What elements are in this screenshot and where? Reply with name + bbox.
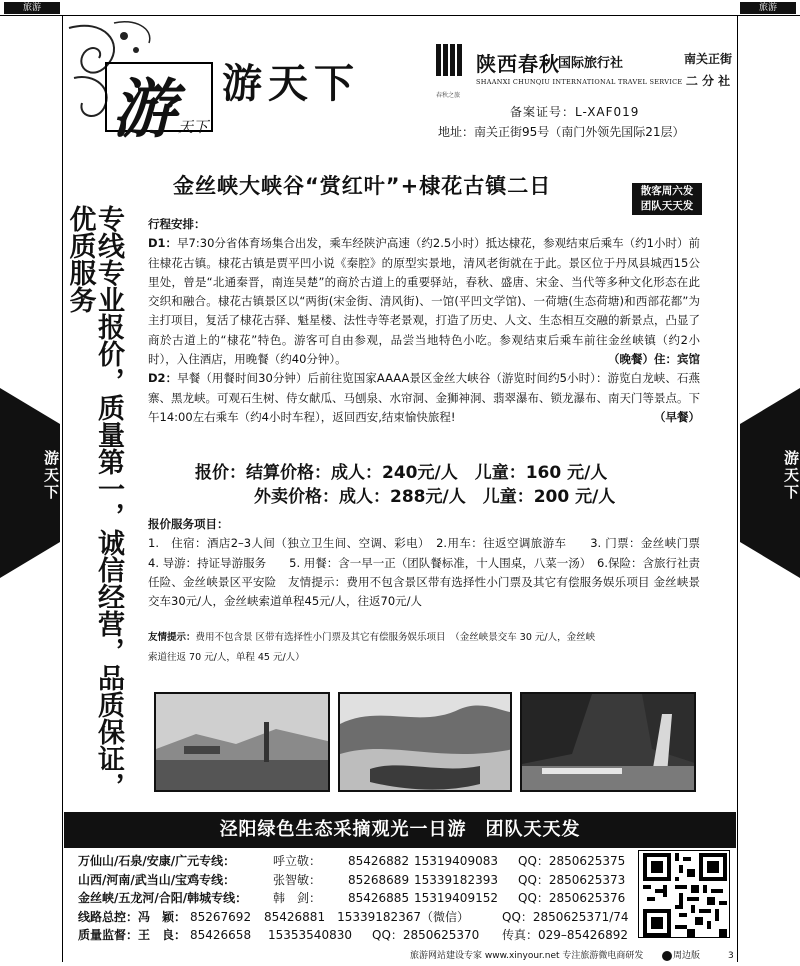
price-block <box>195 461 615 509</box>
photo-strip <box>148 680 700 798</box>
contact-row <box>78 871 638 890</box>
brand-logo-subtext: 天下 <box>178 118 209 136</box>
contact-row <box>78 889 638 908</box>
footer-section: 周边版 <box>673 951 701 961</box>
agency-logo-icon <box>436 44 468 88</box>
side-tab-right-label: 游天下 <box>782 450 800 501</box>
quality-fax: 传真：029–85426892 <box>502 928 628 942</box>
quality-qq: QQ：2850625370 <box>372 928 480 942</box>
scenic-photo-waterfall-boat <box>520 692 696 792</box>
vertical-slogan: 专线专业报价，质量第一，诚信经营，品质保证，优质服务 <box>64 205 124 799</box>
itinerary-day2-text: 早餐（用餐时间30分钟）后前往览国家AAAA景区金丝大峡谷（游览时间约5小时）：游览白龙峡、石燕寨、黑龙峡。可观石生树、侍女献瓜、马刨泉、水帘洞、金狮神洞、翡翠瀑布、锁龙瀑布、南天门等景点。下午14:00左右乘车（约4小时车程），返回西安,结束愉快旅程! <box>148 371 700 424</box>
tips-line1: 费用不包含景 区带有选择性小门票及其它有偿服务娱乐项目 （金丝峡景交车 30 元/人，金丝峡 <box>195 632 596 643</box>
supervisor-mobile: 85426881 15339182367（微信） <box>264 909 470 924</box>
top-strip <box>0 0 800 16</box>
supervisor-label: 线路总控：冯 颖： <box>78 909 187 924</box>
price-retail: 外卖价格：成人：288元/人 儿童：200 元/人 <box>254 487 616 507</box>
tour-title: 金丝峡大峡谷“赏红叶”+棣花古镇二日 <box>173 174 552 198</box>
contact-qq: QQ：2850625376 <box>518 891 626 905</box>
contact-line: 金丝峡/五龙河/合阳/韩城专线： <box>78 891 248 905</box>
agency-name-english: SHAANXI CHUNQIU INTERNATIONAL TRAVEL SERVICE <box>476 78 683 86</box>
quality-phone: 85426658 <box>190 928 252 942</box>
agency-branch-line2: 二 分 社 <box>685 74 731 88</box>
brand-title: 游天下 <box>222 60 360 107</box>
brand-logo-character: 游 <box>112 72 176 147</box>
itinerary-day1-meal: （晚餐）住：宾馆 <box>608 352 700 367</box>
contact-line: 万仙山/石泉/安康/广元专线： <box>78 854 236 868</box>
contact-name: 韩 剑： <box>273 891 322 905</box>
promo-banner: 泾阳绿色生态采摘观光一日游 团队天天发 <box>64 812 736 848</box>
contact-name: 张智敏： <box>273 872 322 887</box>
contact-mobile: 15339182393 <box>414 872 498 887</box>
agency-seal-text: 春秋之旅 <box>436 92 461 99</box>
contact-name: 呼立敬： <box>273 854 322 868</box>
contact-phone: 85268689 <box>348 872 410 887</box>
side-tab-right <box>740 388 800 578</box>
license-number: 备案证号：L-XAF019 <box>510 105 640 119</box>
price-settlement: 报价：结算价格：成人：240元/人 儿童：160 元/人 <box>195 463 608 483</box>
footer-page-number: 3 <box>728 951 734 961</box>
friendly-tips <box>148 628 700 668</box>
service-heading: 报价服务项目： <box>148 517 229 531</box>
agency-branch <box>676 48 740 92</box>
departure-badge-line2: 团队天天发 <box>640 200 694 212</box>
top-mark-right: 旅游 <box>740 2 796 14</box>
supervisor-phone: 85267692 <box>190 909 252 924</box>
qr-code <box>638 850 730 938</box>
tips-heading: 友情提示： <box>148 632 196 643</box>
contact-phone: 85426885 <box>348 891 410 905</box>
itinerary-day1-text: 早7:30分省体育场集合出发，乘车经陕沪高速（约2.5小时）抵达棣花，参观结束后乘车（约1小时）前往棣花古镇。棣花古镇是贾平凹小说《秦腔》的原型实景地，清风老街就在于此。景区位于丹凤县城西15公里处，曾是“北通秦晋，南连吴楚”的商於古道上的重要驿站，春秋、盛唐、宋金、当代等多种文化形态在此交织和融合。棣花古镇景区以“两街(宋金街、清风街)、一馆(平凹文学馆)、一荷塘(生态荷塘)和西部花都”为主打项目，复活了棣花古驿、魁星楼、法性寺等老景观，打造了历史、人文、生态相互交融的新景点，凸显了商於古道上的“棣花”特色。游客可自由参观，品尝当地特色小吃。参观结束后乘车前往金丝峡镇（约2小时），入住酒店，用晚餐（约40分钟）。 <box>148 236 700 367</box>
itinerary-day1-label: D1： <box>148 236 178 251</box>
quality-label: 质量监督：王 良： <box>78 928 187 942</box>
contact-phone: 85426882 <box>348 854 410 868</box>
agency-name-suffix: 国际旅行社 <box>558 56 624 71</box>
tips-line2: 索道往返 70 元/人，单程 45 元/人） <box>148 652 305 663</box>
side-tab-left-label: 游天下 <box>42 450 60 501</box>
contact-qq: QQ：2850625373 <box>518 872 626 887</box>
departure-badge-line1: 散客周六发 <box>640 185 694 197</box>
agency-branch-line1: 南关正街 <box>683 52 732 66</box>
itinerary-day2-label: D2： <box>148 371 178 386</box>
contact-mobile: 15319409152 <box>414 891 498 905</box>
footer-text: 旅游网站建设专家 www.xinyour.net 专注旅游微电商研发 <box>410 951 644 961</box>
scenic-photo-lake-pagoda <box>154 692 330 792</box>
top-mark-left: 旅游 <box>4 2 60 14</box>
contact-qq: QQ：2850625375 <box>518 854 626 868</box>
itinerary-day1 <box>148 234 700 369</box>
side-tab-left <box>0 388 60 578</box>
itinerary-day2-meal: （早餐） <box>654 409 700 424</box>
supervisor-qq: QQ：2850625371/74 <box>502 909 629 924</box>
contact-row <box>78 852 638 871</box>
contact-mobile: 15319409083 <box>414 854 498 868</box>
agency-address: 地址：南关正街95号（南门外领先国际21层） <box>438 125 685 139</box>
supervisor-row <box>78 908 638 927</box>
departure-badge <box>632 183 702 215</box>
service-text: 1. 住宿：酒店2–3人间（独立卫生间、空调、彩电） 2.用车：往返空调旅游车 3. 门票：金丝峡门票 4. 导游：持证导游服务 5. 用餐：含一早一正（团队餐标准，十人围桌，八菜一汤） 6.保险：含旅行社责任险、金丝峡景区平安险 友情提示：费用不包含景区带有选择性小门票及其它有偿服务娱乐项目 金丝峡景交车30元/人，金丝峡索道单程45元/人，往返70元/人 <box>148 536 712 609</box>
contact-list <box>78 852 638 945</box>
qr-code-icon <box>643 853 727 937</box>
agency-header <box>432 40 738 100</box>
quality-mobile: 15353540830 <box>268 928 352 942</box>
agency-name: 陕西春秋 <box>476 52 560 76</box>
itinerary-heading: 行程安排： <box>148 217 206 231</box>
quality-row <box>78 926 638 945</box>
contact-line: 山西/河南/武当山/宝鸡专线： <box>78 872 236 887</box>
itinerary-day2 <box>148 369 700 427</box>
scenic-photo-river-valley <box>338 692 512 792</box>
service-items <box>148 515 712 611</box>
footer-bullet-icon <box>662 951 672 961</box>
itinerary <box>148 215 700 427</box>
